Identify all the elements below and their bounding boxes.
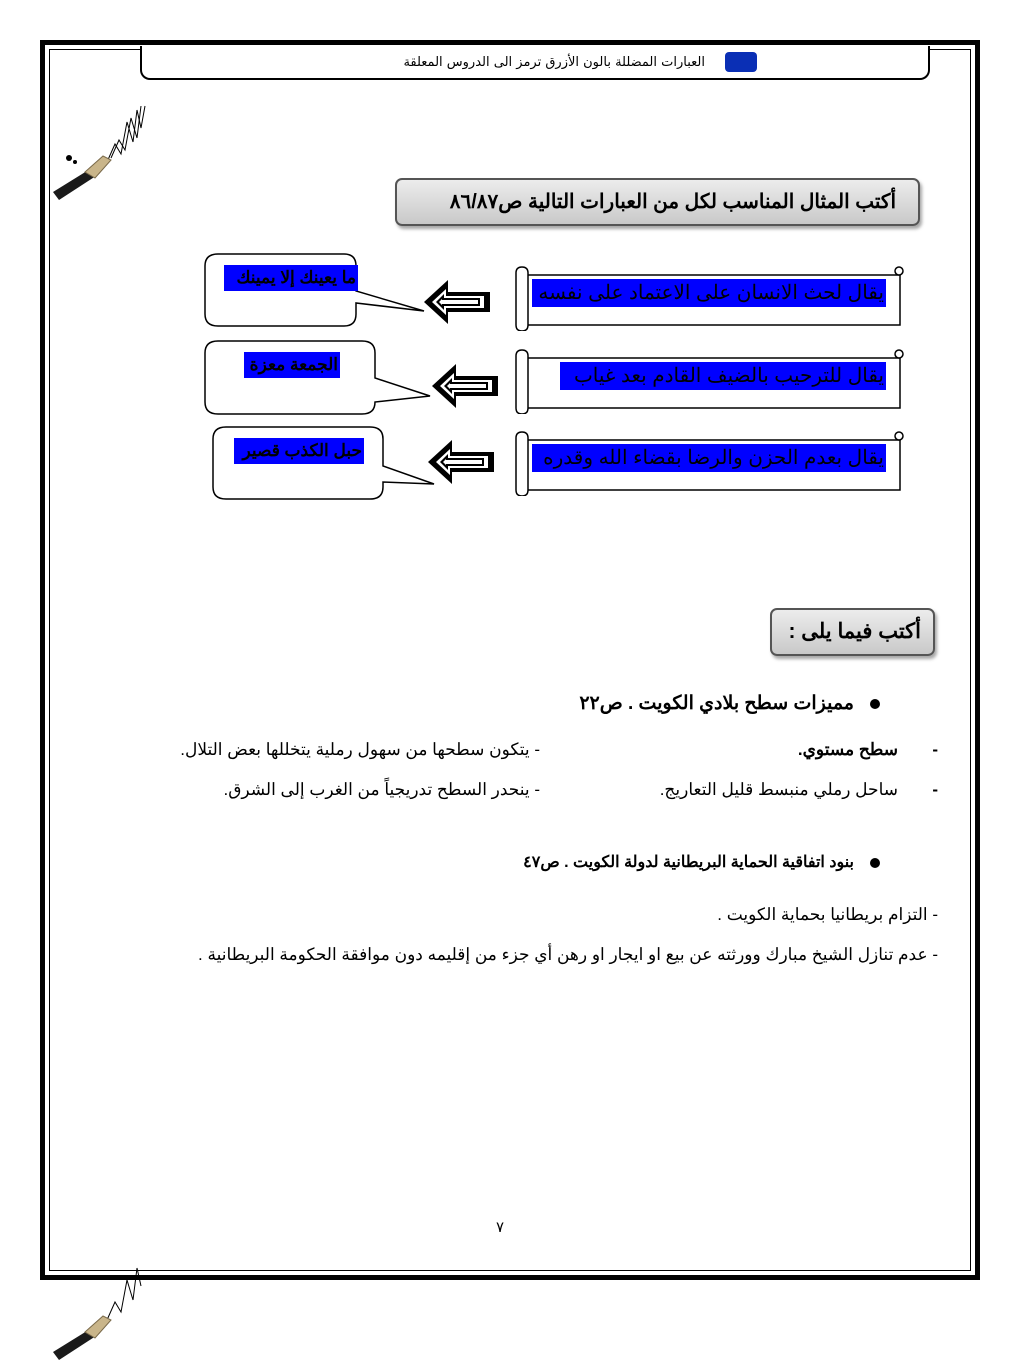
exercise-1-title: أكتب المثال المناسب لكل من العبارات التالية ص٨٦/٨٧ [395,178,920,226]
left-arrow-icon [428,362,500,410]
feature-text: ساحل رملي منبسط قليل التعاريج. [659,780,898,799]
answer-text: ما يعينك إلا يمينك [224,265,358,291]
statement-scroll-2 [510,348,904,410]
fountain-pen-icon [45,92,155,202]
statement-scroll-3 [510,430,904,492]
section-heading-protection-treaty [523,852,880,872]
section-heading-text: مميزات سطح بلادي الكويت . ص٢٢ [579,693,854,714]
statement-text: يقال لحث الانسان على الاعتماد على نفسه [532,279,886,307]
answer-text: حبل الكذب قصير [234,438,364,464]
fountain-pen-icon-bottom [45,1262,155,1372]
statement-scroll-1 [510,265,904,327]
left-arrow-icon [424,438,496,486]
section-heading-text: بنود اتفاقية الحماية البريطانية لدولة الكويت . ص٤٧ [523,854,854,871]
statement-text: يقال بعدم الحزن والرضا بقضاء الله وقدره [532,444,886,472]
feature-left-2: - ينحدر السطح تدريجياً من الغرب إلى الشرق. [223,780,540,799]
answer-bubble-3 [212,426,434,500]
page-frame [40,40,980,1280]
legend-blue-swatch [725,52,757,72]
legend-text: العبارات المضللة بالون الأزرق ترمز الى الدروس المعلقة [403,55,705,70]
section-heading-surface-features [579,692,880,715]
exercise-2-title: أكتب فيما يلى : [770,608,935,656]
answer-bubble-2 [204,340,430,415]
left-arrow-icon [420,278,492,326]
feature-left-1: - يتكون سطحها من سهول رملية يتخللها بعض التلال. [180,740,540,759]
bullet-icon [870,699,880,709]
answer-text: الجمعة معزة [244,352,340,378]
feature-text: سطح مستوي. [797,740,898,759]
treaty-clause-1: - التزام بريطانيا بحماية الكويت . [717,905,938,924]
statement-text: يقال للترحيب بالضيف القادم بعد غياب [560,362,886,390]
treaty-clause-2: - عدم تنازل الشيخ مبارك وورثته عن بيع او ايجار او رهن أي جزء من إقليمه دون موافقة الحكومة البريطانية . [198,945,938,964]
page-frame-inner-line [49,49,971,1271]
bullet-icon [870,858,880,868]
feature-right-1: -سطح مستوي. [797,740,938,759]
feature-right-2: -ساحل رملي منبسط قليل التعاريج. [659,780,938,799]
page-number: ٧ [495,1218,505,1236]
answer-bubble-1 [204,253,424,327]
